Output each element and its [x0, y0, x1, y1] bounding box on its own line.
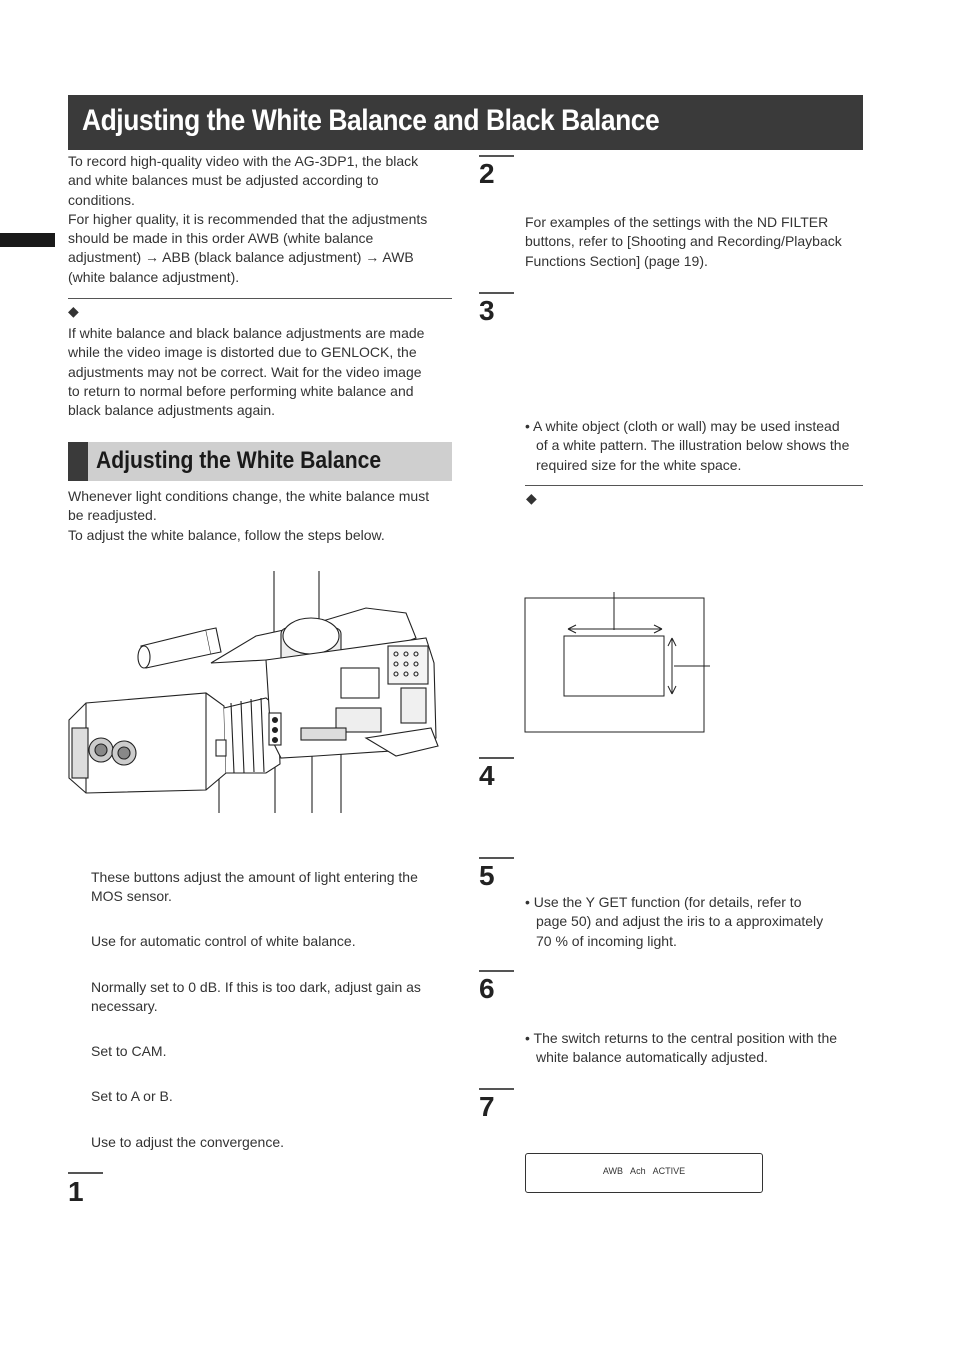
step-divider [68, 1172, 103, 1174]
intro-text: To record high-quality video with the AG-3DP1, the black and white balances must be adjusted according to conditions. For higher quality, it is recommended that the adjustments should be made in this order AWB (white balance adjustment) → ABB (black balance adjustment) → AWB (white balance adjustment). [68, 153, 428, 285]
step-divider [479, 757, 514, 759]
section-marker [68, 442, 88, 481]
page-title-bar [68, 95, 863, 150]
section-title: Adjusting the White Balance [96, 447, 382, 474]
step-2-text: For examples of the settings with the ND FILTER buttons, refer to [Shooting and Recording/Playback Functions Section] (page 19). [525, 214, 842, 269]
step-6-bullet: • The switch returns to the central position with the white balance automatically adjusted. [525, 1030, 838, 1066]
legend-item: Set to A or B. [91, 1088, 173, 1104]
step-6-number: 6 [479, 973, 495, 1004]
chapter-tab [0, 233, 55, 247]
awb-status-text: AWB Ach ACTIVE [602, 1166, 686, 1176]
awb-display-box [525, 1153, 763, 1193]
step-7-number: 7 [479, 1091, 495, 1122]
legend-item: Use for automatic control of white balance. [91, 933, 356, 949]
legend-item: These buttons adjust the amount of light entering the MOS sensor. [91, 869, 418, 905]
step-5-bullet: • Use the Y GET function (for details, refer to page 50) and adjust the iris to a approximately 70 % of incoming light. [525, 894, 824, 949]
step-3-number: 3 [479, 295, 495, 326]
legend-item: Use to adjust the convergence. [91, 1134, 285, 1150]
camera-illustration [66, 568, 446, 818]
step-3-bullet: • A white object (cloth or wall) may be used instead of a white pattern. The illustration below shows the required size for the white space. [525, 418, 850, 473]
step-divider [479, 1088, 514, 1090]
white-space-diagram [524, 588, 714, 734]
page-title: Adjusting the White Balance and Black Balance [82, 104, 660, 137]
step-2-number: 2 [479, 158, 495, 189]
step-divider [479, 970, 514, 972]
note-divider [525, 485, 863, 486]
legend-item: Normally set to 0 dB. If this is too dark, adjust gain as necessary. [91, 979, 421, 1015]
genlock-note: If white balance and black balance adjustments are made while the video image is distorted due to GENLOCK, the adjustments may not be correct. Wait for the video image to return to normal before performing white balance and black balance adjustments again. [68, 325, 425, 419]
step-5-number: 5 [479, 860, 495, 891]
note-diamond-icon: ◆ [526, 490, 537, 506]
step-divider [479, 155, 514, 157]
step-1-number: 1 [68, 1176, 84, 1207]
section-header [68, 442, 452, 481]
section-intro: Whenever light conditions change, the white balance must be readjusted. To adjust the white balance, follow the steps below. [68, 488, 430, 543]
legend-item: Set to CAM. [91, 1043, 167, 1059]
white-area-box [564, 636, 664, 696]
note-divider [68, 298, 452, 299]
step-4-number: 4 [479, 760, 495, 791]
note-diamond-icon: ◆ [68, 303, 79, 319]
step-divider [479, 292, 514, 294]
step-divider [479, 857, 514, 859]
